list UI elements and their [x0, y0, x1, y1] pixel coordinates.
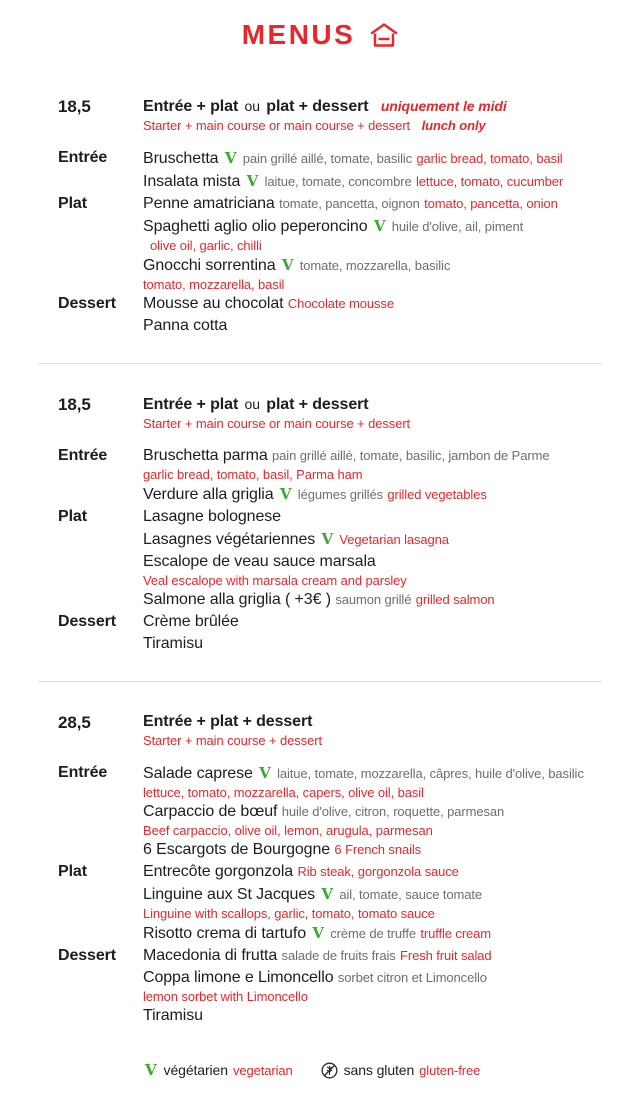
formula-en: Starter + main course or main course + dessert: [143, 416, 411, 431]
dish-desc-fr: salade de fruits frais: [281, 948, 396, 963]
vegetarian-icon: V: [312, 924, 324, 942]
menu-item: [143, 315, 602, 337]
dish-name: Bruschetta parma: [143, 447, 268, 464]
menu-section: [38, 712, 602, 1027]
dish-name: 6 Escargots de Bourgogne: [143, 841, 331, 858]
course-label: Plat: [58, 195, 87, 212]
menu-item: [143, 551, 602, 589]
dish-desc-en: grilled salmon: [415, 592, 495, 607]
dish-name: Tiramisu: [143, 635, 203, 652]
menu-item: [143, 589, 602, 611]
menu-price: 18,5: [58, 97, 91, 116]
dish-name: Carpaccio de bœuf: [143, 803, 278, 820]
menu-group: [58, 861, 602, 945]
dish-desc-fr: pain grillé aillé, tomate, basilic, jambon de Parme: [272, 448, 550, 463]
legend-gluten-fr: sans gluten: [343, 1062, 415, 1078]
vegetarian-icon: V: [259, 764, 271, 782]
menu-formula-en: [143, 732, 602, 749]
legend: [38, 1061, 602, 1079]
menu-formula: [143, 394, 602, 415]
legend-vegetarian-fr: végétarien: [163, 1062, 228, 1078]
dish-name: Salade caprese: [143, 765, 253, 782]
dish-name: Linguine aux St Jacques: [143, 886, 316, 903]
course-label: Entrée: [58, 764, 108, 781]
menu-item: [143, 254, 602, 293]
legend-vegetarian-en: vegetarian: [232, 1062, 293, 1078]
dish-desc-fr: crème de truffe: [330, 926, 416, 941]
menu-item: [143, 506, 602, 528]
menu-item: [143, 215, 602, 254]
menu-formula-en: [143, 117, 602, 134]
dish-desc-fr: huile d'olive, citron, roquette, parmesan: [281, 804, 505, 819]
course-label: Plat: [58, 863, 87, 880]
dish-desc-en: Rib steak, gorgonzola sauce: [297, 864, 459, 879]
menu-item: [143, 967, 602, 1005]
dish-desc-en: garlic bread, tomato, basil, Parma ham: [143, 467, 363, 482]
course-label: Dessert: [58, 295, 117, 312]
menu-item: [143, 147, 602, 170]
menu-group: [58, 762, 602, 861]
dish-desc-en: truffle cream: [420, 926, 492, 941]
dish-desc-fr: saumon grillé: [335, 592, 412, 607]
formula-part: Entrée + plat: [143, 98, 239, 115]
house-icon: [370, 22, 398, 48]
dish-name: Panna cotta: [143, 317, 228, 334]
dish-name: Salmone alla griglia ( +3€ ): [143, 591, 331, 608]
menu-item: [143, 883, 602, 922]
menu-item: [143, 1005, 602, 1027]
formula-part: plat + dessert: [266, 98, 369, 115]
dish-desc-en: 6 French snails: [334, 842, 422, 857]
dish-desc-en: tomato, pancetta, onion: [424, 196, 558, 211]
course-label: Plat: [58, 508, 87, 525]
dish-name: Crème brûlée: [143, 613, 239, 630]
menu-item: [143, 945, 602, 967]
formula-en: Starter + main course or main course + dessert: [143, 118, 411, 133]
menu-item: [143, 193, 602, 215]
dish-desc-en: garlic bread, tomato, basil: [416, 151, 563, 166]
vegetarian-icon: V: [281, 256, 294, 274]
dish-name: Bruschetta: [143, 150, 219, 167]
menu-item: [143, 839, 602, 861]
vegetarian-icon: V: [145, 1061, 157, 1079]
menu-item: [143, 801, 602, 839]
vegetarian-icon: V: [373, 217, 386, 235]
vegetarian-icon: V: [224, 149, 237, 167]
menu-item: [143, 170, 602, 193]
dish-name: Insalata mista: [143, 173, 241, 190]
dish-name: Tiramisu: [143, 1007, 203, 1024]
menu-price: 18,5: [58, 395, 91, 414]
dish-name: Escalope de veau sauce marsala: [143, 553, 376, 570]
menu-item: [143, 611, 602, 633]
dish-name: Risotto crema di tartufo: [143, 925, 306, 942]
dish-desc-fr: tomate, pancetta, oignon: [279, 196, 420, 211]
dish-name: Gnocchi sorrentina: [143, 257, 276, 274]
menu-group: [58, 945, 602, 1027]
dish-desc-en: Linguine with scallops, garlic, tomato, tomato sauce: [143, 906, 435, 921]
menu-group: [58, 506, 602, 611]
dish-name: Macedonia di frutta: [143, 947, 278, 964]
vegetarian-icon: V: [321, 885, 333, 903]
dish-desc-en: olive oil, garlic, chilli: [150, 238, 262, 253]
formula-en: Starter + main course + dessert: [143, 733, 322, 748]
menu-item: [143, 445, 602, 483]
formula-or: ou: [244, 98, 260, 114]
dish-desc-en: grilled vegetables: [387, 487, 487, 502]
menu-item: [143, 861, 602, 883]
dish-desc-en: tomato, mozzarella, basil: [143, 277, 285, 292]
dish-desc-en: Chocolate mousse: [287, 296, 394, 311]
course-label: Entrée: [58, 149, 108, 166]
course-label: Dessert: [58, 947, 117, 964]
formula-note-fr: uniquement le midi: [380, 98, 507, 114]
vegetarian-icon: V: [321, 530, 334, 548]
dish-desc-en: lettuce, tomato, cucumber: [416, 174, 564, 189]
dish-desc-fr: tomate, mozzarella, basilic: [299, 258, 451, 273]
menu-item: [143, 528, 602, 551]
section-divider: [38, 363, 602, 364]
dish-name: Entrecôte gorgonzola: [143, 863, 294, 880]
menu-header: [58, 96, 602, 134]
dish-desc-en: Veal escalope with marsala cream and parsley: [143, 573, 407, 588]
legend-gluten-en: gluten-free: [419, 1062, 481, 1078]
dish-desc-fr: laitue, tomate, mozzarella, câpres, huile d'olive, basilic: [277, 766, 584, 781]
page-header: [38, 16, 602, 54]
formula-part: Entrée + plat + dessert: [143, 713, 313, 730]
vegetarian-icon: V: [246, 172, 259, 190]
menu-price: 28,5: [58, 713, 91, 732]
menu-item: [143, 762, 602, 801]
dish-name: Coppa limone e Limoncello: [143, 969, 334, 986]
menu-group: [58, 445, 602, 506]
section-divider: [38, 681, 602, 682]
dish-name: Spaghetti aglio olio peperoncino: [143, 218, 368, 235]
dish-desc-fr: sorbet citron et Limoncello: [337, 970, 487, 985]
dish-desc-en: Beef carpaccio, olive oil, lemon, arugula, parmesan: [143, 823, 433, 838]
dish-desc-fr: pain grillé aillé, tomate, basilic: [242, 151, 413, 166]
menu-group: [58, 147, 602, 193]
menu-formula-en: [143, 415, 602, 432]
dish-desc-en: lemon sorbet with Limoncello: [143, 989, 308, 1004]
dish-name: Lasagnes végétariennes: [143, 531, 316, 548]
dish-name: Penne amatriciana: [143, 195, 275, 212]
menu-item: [143, 922, 602, 945]
dish-desc-en: Vegetarian lasagna: [339, 532, 449, 547]
menu-formula: [143, 96, 602, 117]
dish-desc-fr: ail, tomate, sauce tomate: [339, 887, 483, 902]
menu-group: [58, 293, 602, 337]
dish-name: Lasagne bolognese: [143, 508, 281, 525]
formula-part: plat + dessert: [266, 396, 369, 413]
course-label: Entrée: [58, 447, 108, 464]
dish-name: Mousse au chocolat: [143, 295, 284, 312]
vegetarian-icon: V: [279, 485, 292, 503]
menu-item: [143, 633, 602, 655]
menu-formula: [143, 712, 602, 732]
dish-desc-fr: légumes grillés: [297, 487, 383, 502]
dish-desc-en: lettuce, tomato, mozzarella, capers, olive oil, basil: [143, 785, 424, 800]
course-label: Dessert: [58, 613, 117, 630]
formula-part: Entrée + plat: [143, 396, 239, 413]
menu-group: [58, 611, 602, 655]
formula-or: ou: [244, 396, 260, 412]
dish-desc-fr: huile d'olive, ail, piment: [391, 219, 524, 234]
gluten-free-icon: [321, 1062, 338, 1079]
dish-desc-fr: laitue, tomate, concombre: [264, 174, 412, 189]
menu-header: [58, 394, 602, 432]
menu-header: [58, 712, 602, 749]
menu-section: [38, 96, 602, 337]
page-title: MENUS: [241, 19, 356, 50]
menu-group: [58, 193, 602, 293]
menu-item: [143, 483, 602, 506]
formula-note-en: lunch only: [421, 118, 486, 133]
menu-item: [143, 293, 602, 315]
dish-desc-en: Fresh fruit salad: [400, 948, 492, 963]
dish-name: Verdure alla griglia: [143, 486, 274, 503]
menu-section: [38, 394, 602, 655]
